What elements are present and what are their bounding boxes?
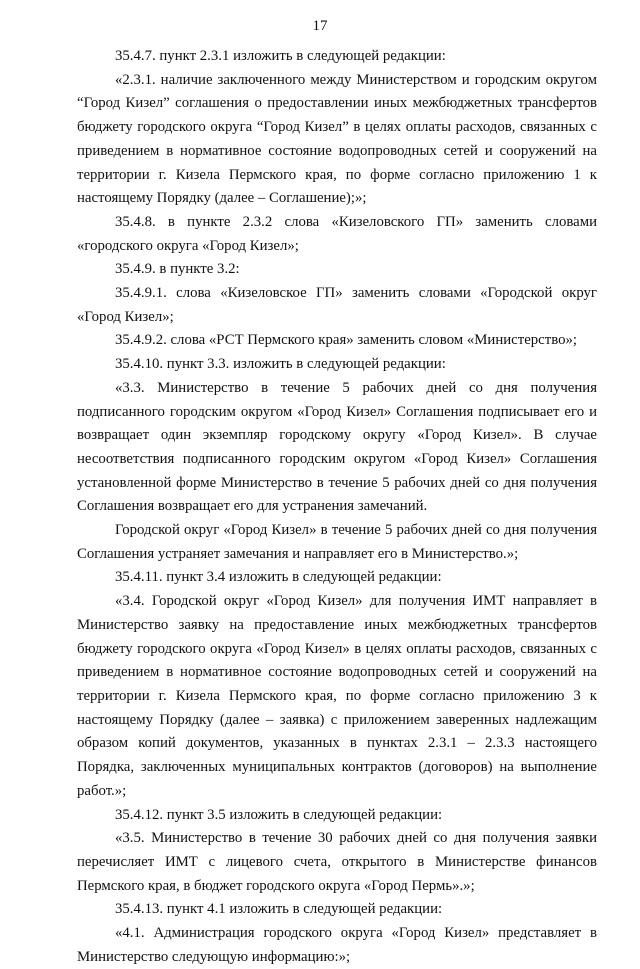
document-body (77, 45, 597, 969)
paragraph-35-4-9-1: 35.4.9.1. слова «Кизеловское ГП» заменить словами «Городской округ «Город Кизел»; (77, 285, 597, 325)
paragraph-35-4-12: 35.4.12. пункт 3.5 изложить в следующей редакции: (115, 806, 443, 823)
page-number: 17 (312, 18, 328, 34)
paragraph-35-4-9-2: 35.4.9.2. слова «РСТ Пермского края» заменить словом «Министерство»; (115, 332, 578, 349)
paragraph-35-4-9: 35.4.9. в пункте 3.2: (115, 261, 240, 278)
paragraph-35-4-13: 35.4.13. пункт 4.1 изложить в следующей редакции: (115, 901, 443, 918)
paragraph-3-5-text: «3.5. Министерство в течение 30 рабочих дней со дня получения заявки перечисляет ИМТ с лицевого счета, открытого в Министерстве финансов Пермского края, в бюджет городского округа «Город Пермь».»; (77, 830, 597, 894)
paragraph-2-3-1-text: «2.3.1. наличие заключенного между Министерством и городским округом “Город Кизел” соглашения о предоставлении иных межбюджетных трансфертов бюджету городского округа “Город Кизел” в целях оплаты расходов, связанных с приведением в нормативное состояние водопроводных сетей и сооружений на территории г. Кизела Пермского края, по форме согласно приложению 1 к настоящему Порядку (далее – Соглашение);»; (77, 71, 597, 207)
paragraph-35-4-7: 35.4.7. пункт 2.3.1 изложить в следующей редакции: (115, 48, 446, 64)
paragraph-3-3-continuation: Городской округ «Город Кизел» в течение 5 рабочих дней со дня получения Соглашения устраняет замечания и направляет его в Министерство.»; (77, 522, 597, 562)
paragraph-35-4-8: 35.4.8. в пункте 2.3.2 слова «Кизеловского ГП» заменить словами «городского округа «Город Кизел»; (77, 213, 597, 254)
paragraph-4-1-text: «4.1. Администрация городского округа «Город Кизел» представляет в Министерство следующую информацию:»; (77, 925, 597, 965)
paragraph-3-4-text: «3.4. Городской округ «Город Кизел» для получения ИМТ направляет в Министерство заявку на предоставление иных межбюджетных трансфертов бюджету городского округа «Город Кизел» в целях оплаты расходов, связанных с приведением в нормативное состояние водопроводных сетей и сооружений на территории г. Кизела Пермского края, по форме согласно приложению 3 к настоящему Порядку (далее – заявка) с приложением заверенных надлежащим образом копий документов, указанных в пунктах 2.3.1 – 2.3.3 настоящего Порядка, заключенных муниципальных контрактов (договоров) на выполнение работ.»; (77, 593, 597, 799)
paragraph-35-4-10: 35.4.10. пункт 3.3. изложить в следующей редакции: (115, 356, 446, 373)
paragraph-35-4-11: 35.4.11. пункт 3.4 изложить в следующей редакции: (115, 569, 442, 586)
paragraph-3-3-text: «3.3. Министерство в течение 5 рабочих дней со дня получения подписанного городским округом «Город Кизел» Соглашения подписывает его и возвращает один экземпляр городскому округу «Город Кизел». В случае несоответствия подписанного городским округом «Город Кизел» Соглашения установленной форме Министерство в течение 5 рабочих дней со дня получения Соглашения возвращает его для устранения замечаний. (77, 379, 597, 515)
